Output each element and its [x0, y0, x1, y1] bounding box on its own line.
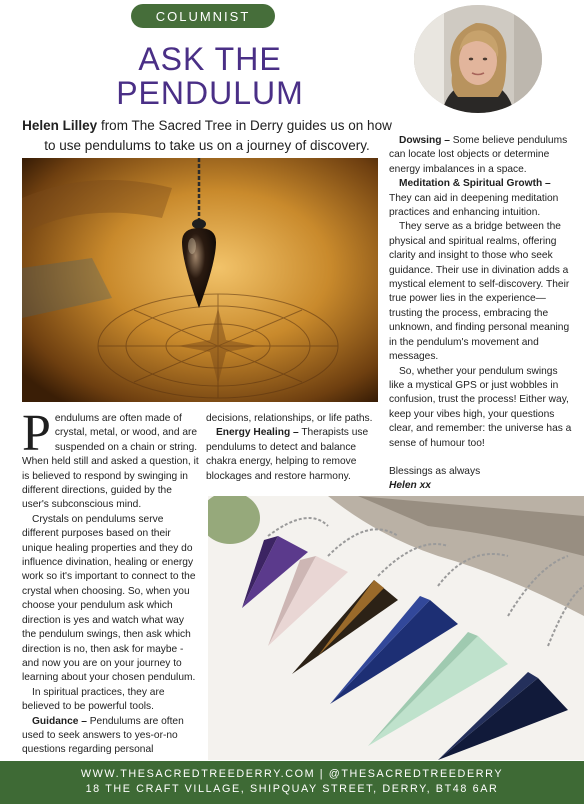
article-column-3	[389, 134, 573, 494]
article-title	[60, 42, 360, 110]
subhead-energy-healing: Energy Healing –	[216, 427, 299, 439]
paragraph: decisions, relationships, or life paths.	[206, 413, 373, 424]
lead-text: from The Sacred Tree in Derry guides us on how to use pendulums to take us on a journey of discovery.	[44, 118, 392, 153]
paragraph: In spiritual practices, they are believed to be powerful tools.	[22, 686, 165, 713]
lead-paragraph	[22, 116, 392, 156]
author-name: Helen Lilley	[22, 118, 98, 133]
article-column-2	[206, 412, 382, 484]
paragraph: Meditation & Spiritual Growth – They can aid in deepening meditation practices and enhancing intuition.	[389, 178, 559, 219]
article-column-1	[22, 405, 200, 758]
paragraph: Dowsing – Some believe pendulums can locate lost objects or determine energy imbalances in a space.	[389, 135, 568, 175]
pendulum-compass-image	[22, 158, 378, 402]
paragraph: So, whether your pendulum swings like a mystical GPS or just wobbles in confusion, trust the process! Either way, keep your vibes high, your questions clear, and remember: the universe has a sense of humour too!	[389, 365, 572, 449]
crystal-pendulums-image	[208, 496, 584, 760]
paragraph: Crystals on pendulums serve different purposes based on their unique healing properties and they do influence divination, healing or energy work so it's important to connect to the crystal when choosing. So, when you choose your pendulum ask which direction is yes and watch what way the pendulum swings, then ask which direction is no, then ask for maybe - and now you are on your journey to learning about your chosen pendulum.	[22, 513, 196, 684]
signoff: Blessings as always	[389, 465, 481, 477]
title-line-2: PENDULUM	[116, 75, 304, 111]
paragraph: They serve as a bridge between the physical and spiritual realms, offering clarity and insight to those who seek guidance. Their use in divination adds a mystical element to self-discovery. Their true power lies in the experience—trusting the process, embracing the unknown, and finding personal meaning in the pendulum's movement and messages.	[389, 221, 570, 363]
footer-website-line: WWW.THESACREDTREEDERRY.COM | @THESACREDTREEDERRY	[80, 768, 504, 780]
paragraph: Guidance – Pendulums are often used to seek answers to yes-or-no questions regarding personal	[22, 715, 184, 756]
footer-banner	[0, 761, 584, 804]
subhead-meditation: Meditation & Spiritual Growth –	[399, 178, 551, 190]
paragraph: endulums are often made of crystal, metal, or wood, and are suspended on a chain or string. When held still and asked a question, it is believed to respond by swinging in different directions, guided by the user's subconscious mind.	[22, 413, 199, 511]
footer-address-line: 18 THE CRAFT VILLAGE, SHIPQUAY STREET, DERRY, BT48 6AR	[85, 783, 499, 795]
drop-cap: P	[22, 405, 51, 462]
subhead-guidance: Guidance –	[32, 715, 87, 727]
author-signature: Helen xx	[389, 480, 431, 492]
subhead-dowsing: Dowsing –	[399, 135, 450, 146]
author-photo	[414, 5, 542, 113]
title-line-1: ASK THE	[138, 41, 282, 77]
section-badge: COLUMNIST	[131, 4, 275, 28]
paragraph: Energy Healing – Therapists use pendulums to detect and balance chakra energy, helping to remove blockages and restore harmony.	[206, 427, 369, 482]
